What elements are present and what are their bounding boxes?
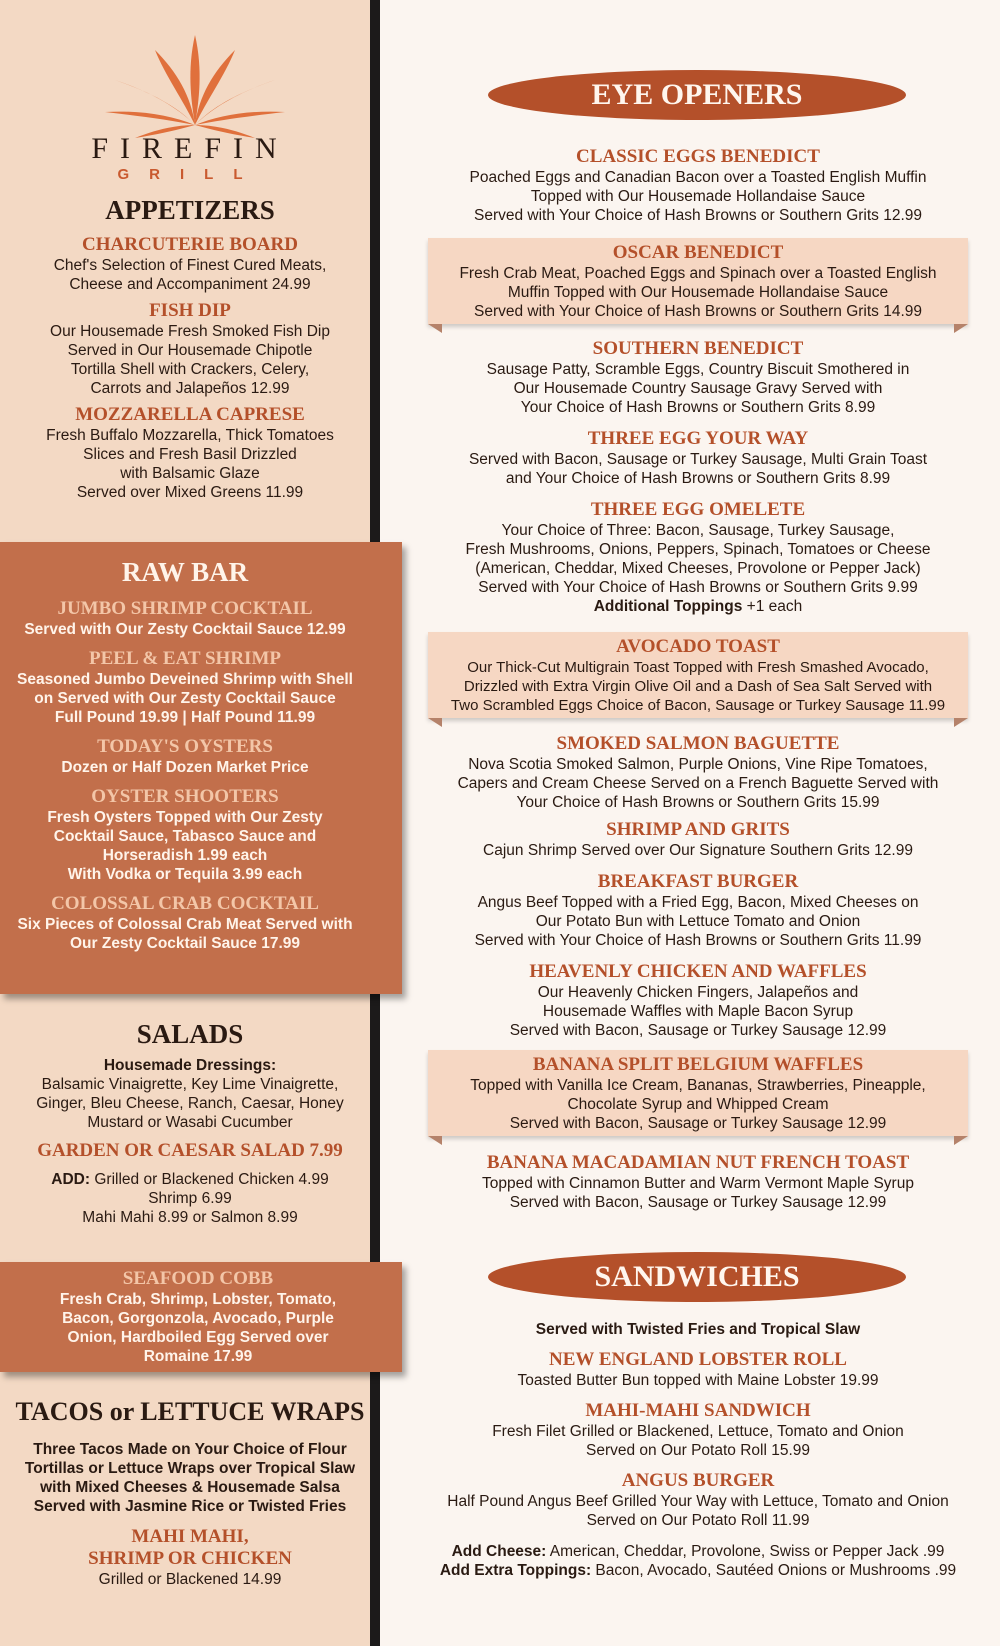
menu-item-desc: Slices and Fresh Basil Drizzled — [83, 446, 297, 463]
dressings-line: Mustard or Wasabi Cucumber — [87, 1114, 293, 1131]
menu-item-desc: Topped with Vanilla Ice Cream, Bananas, Strawberries, Pineapple, — [470, 1077, 926, 1094]
menu-item-desc: Served with Bacon, Sausage or Turkey Sausage 12.99 — [509, 1115, 887, 1132]
add-line: Shrimp 6.99 — [148, 1190, 232, 1207]
menu-item-desc: Served with Bacon, Sausage or Turkey Sausage 12.99 — [509, 1022, 887, 1039]
add-toppings-label: Add Extra Toppings: — [439, 1562, 592, 1579]
salads-title: SALADS — [136, 1019, 244, 1049]
menu-item-desc: Horseradish 1.99 each — [102, 847, 268, 864]
menu-item-name: OYSTER SHOOTERS — [91, 786, 279, 807]
sandwiches-title: SANDWICHES — [488, 1252, 906, 1302]
menu-item-desc: Topped with Cinnamon Butter and Warm Vermont Maple Syrup — [482, 1175, 914, 1192]
menu-item-desc: Served with Your Choice of Hash Browns or Southern Grits 12.99 — [473, 207, 923, 224]
eye-item — [428, 819, 968, 860]
menu-item-desc: Capers and Cream Cheese Served on a French Baguette Served with — [457, 775, 939, 792]
eye-item — [428, 871, 968, 950]
menu-item-desc: Fresh Crab Meat, Poached Eggs and Spinach over a Toasted English — [459, 265, 937, 282]
menu-item-desc: Half Pound Angus Beef Grilled Your Way with Lettuce, Tomato and Onion — [447, 1493, 949, 1510]
add-line: Mahi Mahi 8.99 or Salmon 8.99 — [82, 1209, 298, 1226]
menu-item-name: MAHI MAHI, — [131, 1526, 249, 1547]
seafood-cobb-section — [0, 1262, 402, 1372]
additional-toppings-price: +1 each — [742, 598, 803, 615]
dressings-line: Ginger, Bleu Cheese, Ranch, Caesar, Honey — [36, 1095, 344, 1112]
menu-item-name: TODAY'S OYSTERS — [97, 736, 273, 757]
add-text: Grilled or Blackened Chicken 4.99 — [90, 1171, 329, 1188]
menu-item-name: THREE EGG OMELETE — [590, 499, 806, 520]
menu-item-desc: Our Heavenly Chicken Fingers, Jalapeños and — [537, 984, 859, 1001]
menu-item-desc: Fresh Filet Grilled or Blackened, Lettuce, Tomato and Onion — [492, 1423, 904, 1440]
menu-item-desc: and Your Choice of Hash Browns or Southern Grits 8.99 — [505, 470, 891, 487]
raw-bar-title: RAW BAR — [121, 557, 249, 587]
eye-item-highlight — [428, 632, 968, 718]
brand-subtitle: GRILL — [117, 166, 263, 183]
menu-item-name: BREAKFAST BURGER — [597, 871, 799, 892]
appetizers-title: APPETIZERS — [105, 195, 275, 225]
tacos-desc: with Mixed Cheeses & Housemade Salsa — [40, 1479, 340, 1496]
menu-item-desc: Our Zesty Cocktail Sauce 17.99 — [69, 935, 301, 952]
eye-item — [428, 961, 968, 1040]
menu-item-name: GARDEN OR CAESAR SALAD 7.99 — [37, 1140, 343, 1161]
add-line — [20, 1170, 360, 1189]
menu-item-desc: Served on Our Potato Roll 15.99 — [585, 1442, 811, 1459]
menu-item-desc: Our Housemade Fresh Smoked Fish Dip — [50, 323, 330, 340]
salads-section — [20, 1018, 360, 1227]
sandwiches-section — [428, 1320, 968, 1580]
menu-item-desc: Nova Scotia Smoked Salmon, Purple Onions, Vine Ripe Tomatoes, — [468, 756, 928, 773]
brand-name: FIREFIN — [91, 132, 289, 165]
menu-item-desc: on Served with Our Zesty Cocktail Sauce — [34, 690, 336, 707]
menu-item-desc: Housemade Waffles with Maple Bacon Syrup — [542, 1003, 854, 1020]
menu-item-name: ANGUS BURGER — [621, 1470, 775, 1491]
menu-item-name: OSCAR BENEDICT — [612, 242, 784, 263]
menu-item-desc: Tortilla Shell with Crackers, Celery, — [70, 361, 310, 378]
menu-item-desc: Grilled or Blackened 14.99 — [98, 1571, 282, 1588]
menu-item-desc: Your Choice of Three: Bacon, Sausage, Turkey Sausage, — [501, 522, 895, 539]
menu-item-desc: Served on Our Potato Roll 11.99 — [586, 1512, 810, 1529]
sandwiches-subtitle: Served with Twisted Fries and Tropical Slaw — [535, 1321, 861, 1338]
menu-item-desc: Muffin Topped with Our Housemade Hollandaise Sauce — [507, 284, 889, 301]
tacos-section — [14, 1396, 366, 1589]
eye-openers-title: EYE OPENERS — [488, 70, 906, 120]
menu-item-desc: Six Pieces of Colossal Crab Meat Served with — [17, 916, 353, 933]
menu-item-name: MAHI-MAHI SANDWICH — [585, 1400, 811, 1421]
menu-item-desc: Our Potato Bun with Lettuce Tomato and Onion — [535, 913, 861, 930]
menu-item-desc: Our Housemade Country Sausage Gravy Served with — [513, 380, 883, 397]
add-cheese-label: Add Cheese: — [451, 1543, 547, 1560]
menu-item-desc: Served over Mixed Greens 11.99 — [76, 484, 304, 501]
eye-item — [428, 733, 968, 812]
menu-item-name: AVOCADO TOAST — [616, 636, 780, 657]
add-toppings-text: Bacon, Avocado, Sautéed Onions or Mushrooms .99 — [591, 1562, 957, 1579]
menu-item-name: BANANA MACADAMIAN NUT FRENCH TOAST — [486, 1152, 910, 1173]
menu-item-desc: Served with Bacon, Sausage or Turkey Sausage 12.99 — [509, 1194, 887, 1211]
menu-item-name: HEAVENLY CHICKEN AND WAFFLES — [529, 961, 867, 982]
menu-item-name: MOZZARELLA CAPRESE — [75, 404, 305, 425]
menu-item-name: JUMBO SHRIMP COCKTAIL — [57, 598, 313, 619]
menu-item-name: NEW ENGLAND LOBSTER ROLL — [549, 1349, 847, 1370]
menu-item-desc: (American, Cheddar, Mixed Cheeses, Provolone or Pepper Jack) — [475, 560, 921, 577]
menu-item-desc: Chef's Selection of Finest Cured Meats, — [53, 257, 327, 274]
menu-item-desc: Cocktail Sauce, Tabasco Sauce and — [53, 828, 317, 845]
menu-item-desc: Fresh Oysters Topped with Our Zesty — [47, 809, 323, 826]
menu-item-name: SEAFOOD COBB — [122, 1268, 274, 1289]
dressings-label: Housemade Dressings: — [103, 1057, 277, 1074]
menu-item-desc: Chocolate Syrup and Whipped Cream — [567, 1096, 829, 1113]
eye-item — [428, 338, 968, 417]
menu-item-desc: Drizzled with Extra Virgin Olive Oil and a Dash of Sea Salt Served with — [463, 678, 933, 695]
eye-item — [428, 428, 968, 488]
menu-item-desc: Toasted Butter Bun topped with Maine Lobster 19.99 — [517, 1372, 879, 1389]
menu-item-desc: Cajun Shrimp Served over Our Signature Southern Grits 12.99 — [483, 842, 913, 859]
menu-item-name: BANANA SPLIT BELGIUM WAFFLES — [532, 1054, 864, 1075]
menu-item-desc: Angus Beef Topped with a Fried Egg, Bacon, Mixed Cheeses on — [477, 894, 919, 911]
menu-item-desc: Served with Our Zesty Cocktail Sauce 12.99 — [24, 621, 346, 638]
menu-item-name: SMOKED SALMON BAGUETTE — [556, 733, 840, 754]
fish-fin-icon — [95, 30, 295, 140]
eye-item — [428, 1152, 968, 1212]
menu-item-desc: Fresh Mushrooms, Onions, Peppers, Spinach, Tomatoes or Cheese — [465, 541, 931, 558]
menu-item-name: CHARCUTERIE BOARD — [82, 234, 298, 255]
menu-item-desc: Poached Eggs and Canadian Bacon over a Toasted English Muffin — [469, 169, 927, 186]
menu-item-name: PEEL & EAT SHRIMP — [89, 648, 281, 669]
menu-item-desc: Onion, Hardboiled Egg Served over — [67, 1329, 329, 1346]
add-label: ADD: — [51, 1171, 91, 1188]
eye-item — [428, 499, 968, 616]
menu-item-desc: Fresh Buffalo Mozzarella, Thick Tomatoes — [46, 427, 334, 444]
menu-item-desc: Served with Your Choice of Hash Browns or Southern Grits 9.99 — [478, 579, 918, 596]
menu-item-desc: Cheese and Accompaniment 24.99 — [69, 276, 311, 293]
menu-item-desc: Seasoned Jumbo Deveined Shrimp with Shell — [17, 671, 353, 688]
menu-item-desc: Sausage Patty, Scramble Eggs, Country Biscuit Smothered in — [486, 361, 910, 378]
add-cheese-text: American, Cheddar, Provolone, Swiss or Pepper Jack .99 — [546, 1543, 945, 1560]
raw-bar-section — [0, 542, 402, 994]
menu-item-desc: Romaine 17.99 — [143, 1348, 253, 1365]
tacos-title: TACOS or LETTUCE WRAPS — [15, 1397, 365, 1426]
menu-item-desc: Served in Our Housemade Chipotle — [67, 342, 313, 359]
menu-item-desc: Dozen or Half Dozen Market Price — [61, 759, 309, 776]
menu-item-desc: with Balsamic Glaze — [120, 465, 260, 482]
menu-item-name: THREE EGG YOUR WAY — [587, 428, 809, 449]
menu-item-desc: Bacon, Gorgonzola, Avocado, Purple — [62, 1310, 334, 1327]
menu-item-desc: Served with Your Choice of Hash Browns or Southern Grits 14.99 — [473, 303, 923, 320]
additional-toppings — [428, 597, 968, 616]
tacos-desc: Served with Jasmine Rice or Twisted Fries — [33, 1498, 347, 1515]
menu-item-desc: Full Pound 19.99 | Half Pound 11.99 — [54, 709, 316, 726]
menu-item-name: COLOSSAL CRAB COCKTAIL — [51, 893, 319, 914]
menu-item-desc: Your Choice of Hash Browns or Southern Grits 8.99 — [520, 399, 876, 416]
menu-item-name: SHRIMP OR CHICKEN — [88, 1548, 292, 1569]
menu-item-desc: Served with Bacon, Sausage or Turkey Sausage, Multi Grain Toast — [468, 451, 928, 468]
eye-item-highlight — [428, 1050, 968, 1136]
additional-toppings-label: Additional Toppings — [593, 598, 743, 615]
menu-item-name: SHRIMP AND GRITS — [606, 819, 790, 840]
add-cheese-line — [428, 1542, 968, 1561]
eye-item — [428, 146, 968, 225]
menu-item-name: CLASSIC EGGS BENEDICT — [576, 146, 820, 167]
menu-item-desc: Topped with Our Housemade Hollandaise Sauce — [530, 188, 866, 205]
appetizers-section — [20, 194, 360, 502]
menu-item-desc: Your Choice of Hash Browns or Southern Grits 15.99 — [516, 794, 880, 811]
menu-item-desc: Fresh Crab, Shrimp, Lobster, Tomato, — [59, 1291, 337, 1308]
menu-item-name: FISH DIP — [149, 300, 231, 321]
tacos-desc: Three Tacos Made on Your Choice of Flour — [33, 1441, 347, 1458]
menu-item-desc: Two Scrambled Eggs Choice of Bacon, Sausage or Turkey Sausage 11.99 — [450, 697, 946, 714]
tacos-desc: Tortillas or Lettuce Wraps over Tropical Slaw — [24, 1460, 356, 1477]
add-toppings-line — [428, 1561, 968, 1580]
menu-item-desc: Our Thick-Cut Multigrain Toast Topped with Fresh Smashed Avocado, — [467, 659, 929, 676]
eye-item-highlight — [428, 238, 968, 324]
menu-item-desc: Served with Your Choice of Hash Browns or Southern Grits 11.99 — [474, 932, 922, 949]
menu-item-desc: With Vodka or Tequila 3.99 each — [67, 866, 303, 883]
dressings-line: Balsamic Vinaigrette, Key Lime Vinaigrette, — [41, 1076, 339, 1093]
menu-item-name: SOUTHERN BENEDICT — [592, 338, 804, 359]
menu-item-desc: Carrots and Jalapeños 12.99 — [90, 380, 290, 397]
